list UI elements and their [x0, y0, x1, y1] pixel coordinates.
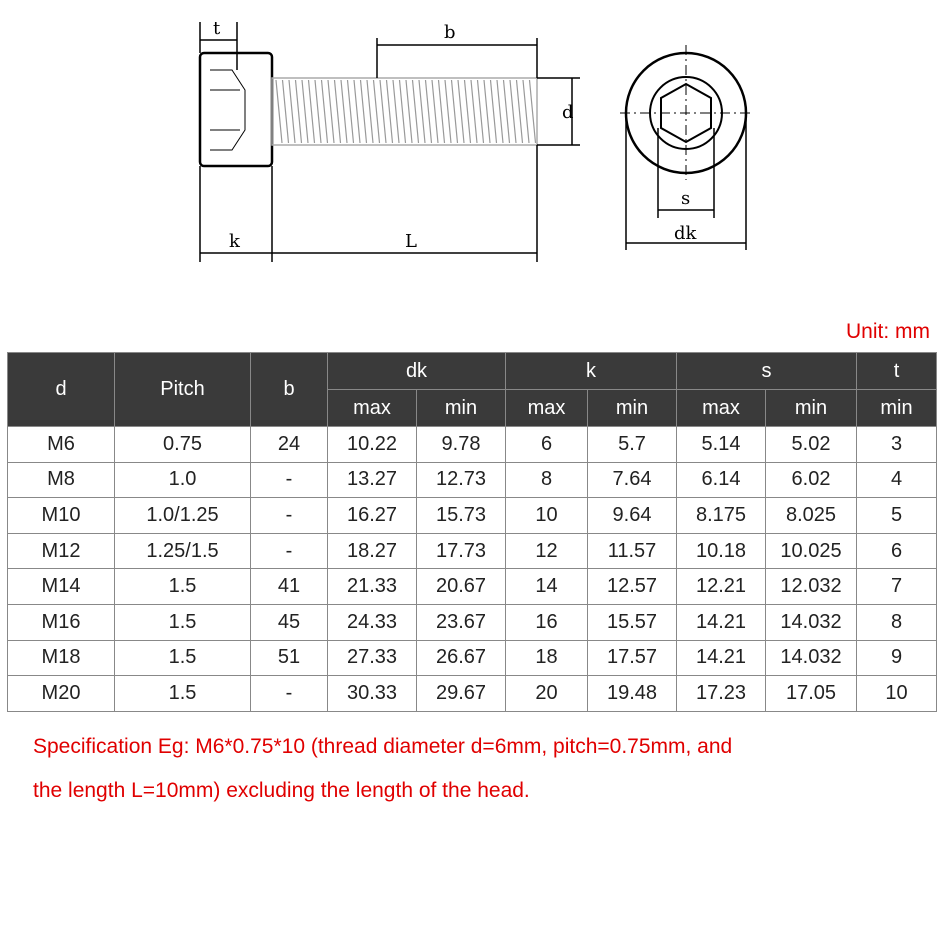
thread-line — [315, 80, 321, 143]
thread-line — [406, 80, 412, 143]
thread-line — [523, 80, 529, 143]
table-cell: 14.21 — [677, 604, 766, 640]
label-b: b — [444, 22, 456, 43]
table-row — [8, 462, 937, 498]
table-cell: M16 — [8, 604, 115, 640]
spec-table — [7, 352, 937, 712]
table-cell: M10 — [8, 498, 115, 534]
table-cell: 8 — [506, 462, 588, 498]
label-L: L — [405, 231, 417, 252]
thread-line — [497, 80, 503, 143]
thread-line — [465, 80, 471, 143]
table-cell: M6 — [8, 427, 115, 463]
table-cell: 16 — [506, 604, 588, 640]
table-cell: 13.27 — [328, 462, 417, 498]
table-cell: - — [251, 533, 328, 569]
thread-line — [491, 80, 497, 143]
thread-line — [374, 80, 380, 143]
thread-line — [393, 80, 399, 143]
table-cell: 14 — [506, 569, 588, 605]
thread-line — [432, 80, 438, 143]
thread-line — [452, 80, 458, 143]
thread-line — [484, 80, 490, 143]
thread-line — [322, 80, 328, 143]
table-cell: 5.7 — [588, 427, 677, 463]
table-cell: 1.5 — [115, 604, 251, 640]
header-k-min: min — [588, 390, 677, 427]
table-cell: 14.032 — [766, 640, 857, 676]
table-cell: 12.57 — [588, 569, 677, 605]
thread-line — [302, 80, 308, 143]
thread-line — [283, 80, 289, 143]
header-k: k — [506, 353, 677, 390]
table-cell: 10 — [506, 498, 588, 534]
thread-line — [471, 80, 477, 143]
thread-line — [530, 80, 536, 143]
thread-line — [289, 80, 295, 143]
table-cell: 1.5 — [115, 640, 251, 676]
table-cell: 24.33 — [328, 604, 417, 640]
thread-line — [354, 80, 360, 143]
thread-line — [361, 80, 367, 143]
table-row — [8, 676, 937, 712]
header-t: t — [857, 353, 937, 390]
table-cell: M20 — [8, 676, 115, 712]
table-cell: 17.57 — [588, 640, 677, 676]
thread-line — [380, 80, 386, 143]
table-cell: 21.33 — [328, 569, 417, 605]
table-cell: 27.33 — [328, 640, 417, 676]
table-cell: 4 — [857, 462, 937, 498]
table-cell: M18 — [8, 640, 115, 676]
header-s-min: min — [766, 390, 857, 427]
label-dk: dk — [674, 223, 697, 244]
table-cell: 0.75 — [115, 427, 251, 463]
header-dk: dk — [328, 353, 506, 390]
table-cell: 15.57 — [588, 604, 677, 640]
table-cell: 5.14 — [677, 427, 766, 463]
thread-line — [419, 80, 425, 143]
thread-line — [439, 80, 445, 143]
table-cell: 1.25/1.5 — [115, 533, 251, 569]
table-cell: 7.64 — [588, 462, 677, 498]
table-cell: 7 — [857, 569, 937, 605]
thread-line — [510, 80, 516, 143]
table-cell: 20 — [506, 676, 588, 712]
table-cell: 17.23 — [677, 676, 766, 712]
table-cell: 14.21 — [677, 640, 766, 676]
thread-line — [504, 80, 510, 143]
table-cell: M14 — [8, 569, 115, 605]
table-cell: 12 — [506, 533, 588, 569]
table-row — [8, 498, 937, 534]
table-cell: 12.032 — [766, 569, 857, 605]
table-cell: 6 — [857, 533, 937, 569]
thread-line — [276, 80, 282, 143]
table-cell: - — [251, 462, 328, 498]
thread-line — [328, 80, 334, 143]
thread-line — [478, 80, 484, 143]
table-cell: 9.64 — [588, 498, 677, 534]
table-cell: 8.025 — [766, 498, 857, 534]
thread-line — [426, 80, 432, 143]
table-cell: 9 — [857, 640, 937, 676]
table-cell: M8 — [8, 462, 115, 498]
table-row — [8, 533, 937, 569]
table-cell: 5.02 — [766, 427, 857, 463]
table-cell: 18.27 — [328, 533, 417, 569]
header-pitch: Pitch — [115, 353, 251, 427]
thread-line — [413, 80, 419, 143]
thread-line — [296, 80, 302, 143]
table-row — [8, 640, 937, 676]
table-cell: 1.0 — [115, 462, 251, 498]
thread-line — [400, 80, 406, 143]
table-cell: 6 — [506, 427, 588, 463]
table-cell: 10.025 — [766, 533, 857, 569]
table-cell: 12.21 — [677, 569, 766, 605]
table-cell: 23.67 — [417, 604, 506, 640]
thread-line — [341, 80, 347, 143]
table-cell: 29.67 — [417, 676, 506, 712]
header-d: d — [8, 353, 115, 427]
thread-line — [458, 80, 464, 143]
table-row — [8, 604, 937, 640]
table-cell: 30.33 — [328, 676, 417, 712]
table-cell: 26.67 — [417, 640, 506, 676]
label-t: t — [213, 18, 221, 39]
header-b: b — [251, 353, 328, 427]
unit-label: Unit: mm — [846, 320, 930, 343]
label-k: k — [229, 231, 240, 252]
table-cell: 10.18 — [677, 533, 766, 569]
table-cell: 12.73 — [417, 462, 506, 498]
thread-line — [309, 80, 315, 143]
thread-line — [335, 80, 341, 143]
table-row — [8, 569, 937, 605]
table-cell: 6.14 — [677, 462, 766, 498]
table-cell: 45 — [251, 604, 328, 640]
thread-line — [387, 80, 393, 143]
table-cell: M12 — [8, 533, 115, 569]
table-cell: 1.5 — [115, 676, 251, 712]
table-cell: 17.05 — [766, 676, 857, 712]
header-s: s — [677, 353, 857, 390]
screw-dimension-diagram — [0, 0, 945, 300]
header-dk-min: min — [417, 390, 506, 427]
label-d: d — [562, 102, 574, 123]
table-cell: 6.02 — [766, 462, 857, 498]
table-cell: 19.48 — [588, 676, 677, 712]
table-cell: 9.78 — [417, 427, 506, 463]
thread-line — [445, 80, 451, 143]
table-cell: 3 — [857, 427, 937, 463]
table-cell: 5 — [857, 498, 937, 534]
thread-line — [348, 80, 354, 143]
table-cell: 18 — [506, 640, 588, 676]
table-cell: 17.73 — [417, 533, 506, 569]
table-cell: 1.0/1.25 — [115, 498, 251, 534]
spec-note-line1: Specification Eg: M6*0.75*10 (thread diameter d=6mm, pitch=0.75mm, and — [33, 735, 733, 758]
table-cell: 20.67 — [417, 569, 506, 605]
label-s: s — [681, 188, 691, 209]
table-cell: - — [251, 676, 328, 712]
table-row — [8, 427, 937, 463]
table-cell: 10.22 — [328, 427, 417, 463]
table-cell: 1.5 — [115, 569, 251, 605]
header-s-max: max — [677, 390, 766, 427]
table-cell: 8 — [857, 604, 937, 640]
table-cell: 41 — [251, 569, 328, 605]
table-cell: 15.73 — [417, 498, 506, 534]
table-cell: - — [251, 498, 328, 534]
table-cell: 16.27 — [328, 498, 417, 534]
thread-line — [517, 80, 523, 143]
spec-note-line2: the length L=10mm) excluding the length of the head. — [33, 779, 530, 802]
table-cell: 10 — [857, 676, 937, 712]
table-cell: 11.57 — [588, 533, 677, 569]
table-cell: 14.032 — [766, 604, 857, 640]
table-cell: 51 — [251, 640, 328, 676]
header-dk-max: max — [328, 390, 417, 427]
table-cell: 24 — [251, 427, 328, 463]
header-k-max: max — [506, 390, 588, 427]
header-t-min: min — [857, 390, 937, 427]
table-cell: 8.175 — [677, 498, 766, 534]
thread-line — [367, 80, 373, 143]
